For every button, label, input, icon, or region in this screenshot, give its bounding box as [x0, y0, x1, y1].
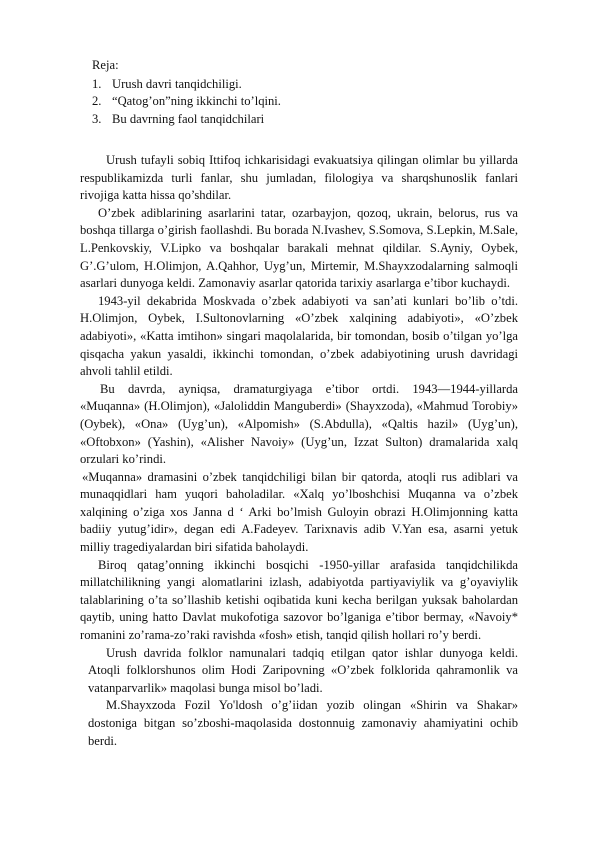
paragraph: «Muqanna» dramasini o’zbek tanqidchiligi bilan bir qatorda, atoqli rus adiblari va munaqqidlari ham yuqori baholadilar. «Xalq yo’lboshchisi Muqanna va o’zbek xalqining o’ziga xos Janna d ‘ Arki bo’lmish Guloyin obrazi H.Olimjonning katta badiiy yutug’idir», degan edi A.Fadeyev. Tarixnavis adib V.Yan esa, asarni yetuk milliy tragediyalardan biri sifatida baholaydi.: [80, 469, 518, 555]
paragraph: M.Shayxzoda Fozil Yo'ldosh o’g’iidan yozib olingan «Shirin va Shakar» dostoniga bitgan so’zboshi-maqolasida dostonnuig zamonaviy ahamiyatini ochib berdi.: [88, 698, 518, 748]
plan-item-text: “Qatog’on”ning ikkinchi to’lqini.: [112, 94, 281, 109]
body-text: [80, 152, 518, 750]
plan-item: [92, 93, 281, 111]
plan-item-number: 1.: [92, 76, 102, 91]
plan-item-number: 2.: [92, 94, 102, 109]
plan-item: [92, 76, 281, 94]
paragraph: 1943-yil dekabrida Moskvada o’zbek adabiyoti va san’ati kunlari bo’lib o’tdi. H.Olimjon, Oybek, I.Sultonovlarning «O’zbek xalqining adabiyoti», «O’zbek adabiyoti», «Katta imtihon» singari maqolalarida, bir tomondan, bosib o’tilgan yo’lga qisqacha yakun yasaldi, ikkinchi tomondan, o’zbek adabiyotining urush davridagi ahvoli tahlil etildi.: [80, 293, 518, 379]
plan-item: [92, 111, 281, 129]
paragraph: Bu davrda, ayniqsa, dramaturgiyaga e’tibor ortdi. 1943—1944-yillarda «Muqanna» (H.Olimjon), «Jaloliddin Manguberdi» (Shayxzoda), «Mahmud Torobiy» (Oybek), «Ona» (Uyg’un), «Alpomish» (S.Abdulla), «Qaltis hazil» (Uyg’un), «Oftobxon» (Yashin), «Alisher Navoiy» (Uyg’un, Izzat Sulton) dramalarida xalq orzulari ko’rindi.: [80, 381, 518, 467]
plan-section: [92, 57, 281, 128]
plan-item-number: 3.: [92, 111, 102, 126]
paragraph: Urush davrida folklor namunalari tadqiq etilgan qator ishlar dunyoga keldi. Atoqli folklorshunos olim Hodi Zaripovning «O’zbek folklorida qahramonlik va vatanparvarlik» maqolasi bunga misol bo’ladi.: [88, 645, 518, 695]
plan-list: [92, 76, 281, 129]
paragraph: Urush tufayli sobiq Ittifoq ichkarisidagi evakuatsiya qilingan olimlar bu yillarda respublikamizda turli fanlar, shu jumladan, filologiya va sharqshunoslik fanlari rivojiga katta hissa qo’shdilar.: [80, 153, 518, 203]
plan-title: Reja:: [92, 58, 119, 72]
paragraph: Biroq qatag’onning ikkinchi bosqichi -1950-yillar arafasida tanqidchilikda millatchilikning yangi alomatlarini izlash, adabiyotda partiyaviylik va g’oyaviylik talablarining o’ta so’llashib ketishi oqibatida kuni kecha berilgan yuksak baholardan qaytib, uning hatto Davlat mukofotiga sazovor bo’lganiga e’tibor bermay, «Navoiy* romanini zo’rama-zo’raki ravishda «fosh» etish, tanqid qilish hollari ro’y berdi.: [80, 557, 518, 643]
plan-item-text: Urush davri tanqidchiligi.: [112, 76, 242, 91]
plan-item-text: Bu davrning faol tanqidchilari: [112, 111, 265, 126]
paragraph: O’zbek adiblarining asarlarini tatar, ozarbayjon, qozoq, ukrain, belorus, rus va boshqa tillarga o’girish faollashdi. Bu borada N.Ivashev, S.Somova, S.Lepkin, M.Sale, L.Penkovskiy, V.Lipko va boshqalar barakali mehnat qildilar. S.Ayniy, Oybek, G’.G’ulom, H.Olimjon, A.Qahhor, Uyg’un, Mirtemir, M.Shayxzodalarning salmoqli asarlari dunyoga keldi. Zamonaviy asarlar qatorida tarixiy asarlarga e’tibor kuchaydi.: [80, 205, 518, 291]
